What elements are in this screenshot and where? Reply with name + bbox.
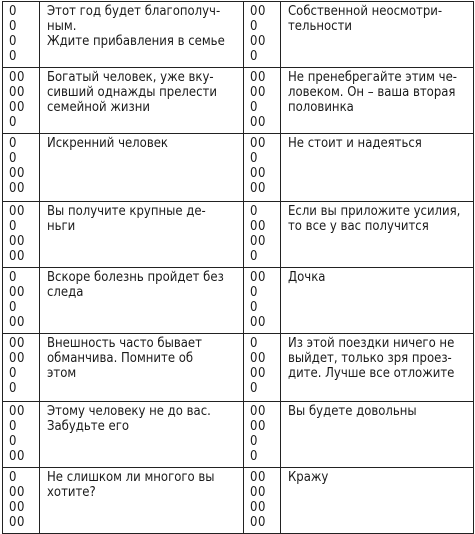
code-cell: 0 0 0 0 — [3, 2, 40, 68]
code-cell: 0 00 00 0 — [244, 334, 281, 402]
code-cell: 0 0 00 00 — [3, 134, 40, 202]
prediction-cell: Не стоит и надеяться — [281, 134, 474, 202]
prediction-cell: Вы получите крупные де- ньги — [40, 202, 244, 268]
prediction-cell: Кражу — [281, 468, 474, 534]
code-cell: 0 00 0 00 — [3, 268, 40, 334]
table-row — [3, 468, 474, 534]
prediction-cell: Если вы приложите усилия, то все у вас получится — [281, 202, 474, 268]
table-row — [3, 2, 474, 68]
prediction-cell: Вы будете довольны — [281, 402, 474, 468]
prediction-cell: Дочка — [281, 268, 474, 334]
code-cell: 00 00 00 0 — [3, 68, 40, 134]
table-row — [3, 402, 474, 468]
prediction-cell: Богатый человек, уже вку- сивший однажды прелести семейной жизни — [40, 68, 244, 134]
code-cell: 00 00 00 00 — [244, 468, 281, 534]
prediction-cell: Собственной неосмотри- тельности — [281, 2, 474, 68]
prediction-cell: Из этой поездки ничего не выйдет, только зря проез- дите. Лучше все отложите — [281, 334, 474, 402]
code-cell: 00 00 0 0 — [3, 334, 40, 402]
prediction-cell: Этот год будет благополуч- ным. Ждите прибавления в семье — [40, 2, 244, 68]
table-row — [3, 202, 474, 268]
table-row — [3, 68, 474, 134]
table-row — [3, 334, 474, 402]
prediction-cell: Внешность часто бывает обманчива. Помните об этом — [40, 334, 244, 402]
prediction-cell: Этому человеку не до вас. Забудьте его — [40, 402, 244, 468]
code-cell: 00 0 0 00 — [244, 268, 281, 334]
code-cell: 0 00 00 00 — [3, 468, 40, 534]
code-cell: 00 0 0 00 — [3, 402, 40, 468]
code-cell: 0 00 00 0 — [244, 202, 281, 268]
prediction-cell: Искренний человек — [40, 134, 244, 202]
code-cell: 00 00 0 00 — [244, 68, 281, 134]
prediction-cell: Не пренебрегайте этим че- ловеком. Он – ваша вторая половинка — [281, 68, 474, 134]
prediction-cell: Вскоре болезнь пройдет без следа — [40, 268, 244, 334]
prediction-cell: Не слишком ли многого вы хотите? — [40, 468, 244, 534]
code-cell: 00 0 00 0 — [244, 2, 281, 68]
code-cell: 00 0 00 00 — [244, 134, 281, 202]
table-row — [3, 134, 474, 202]
code-cell: 00 00 0 0 — [244, 402, 281, 468]
table-row — [3, 268, 474, 334]
code-cell: 00 0 00 00 — [3, 202, 40, 268]
oracle-table — [2, 1, 474, 534]
